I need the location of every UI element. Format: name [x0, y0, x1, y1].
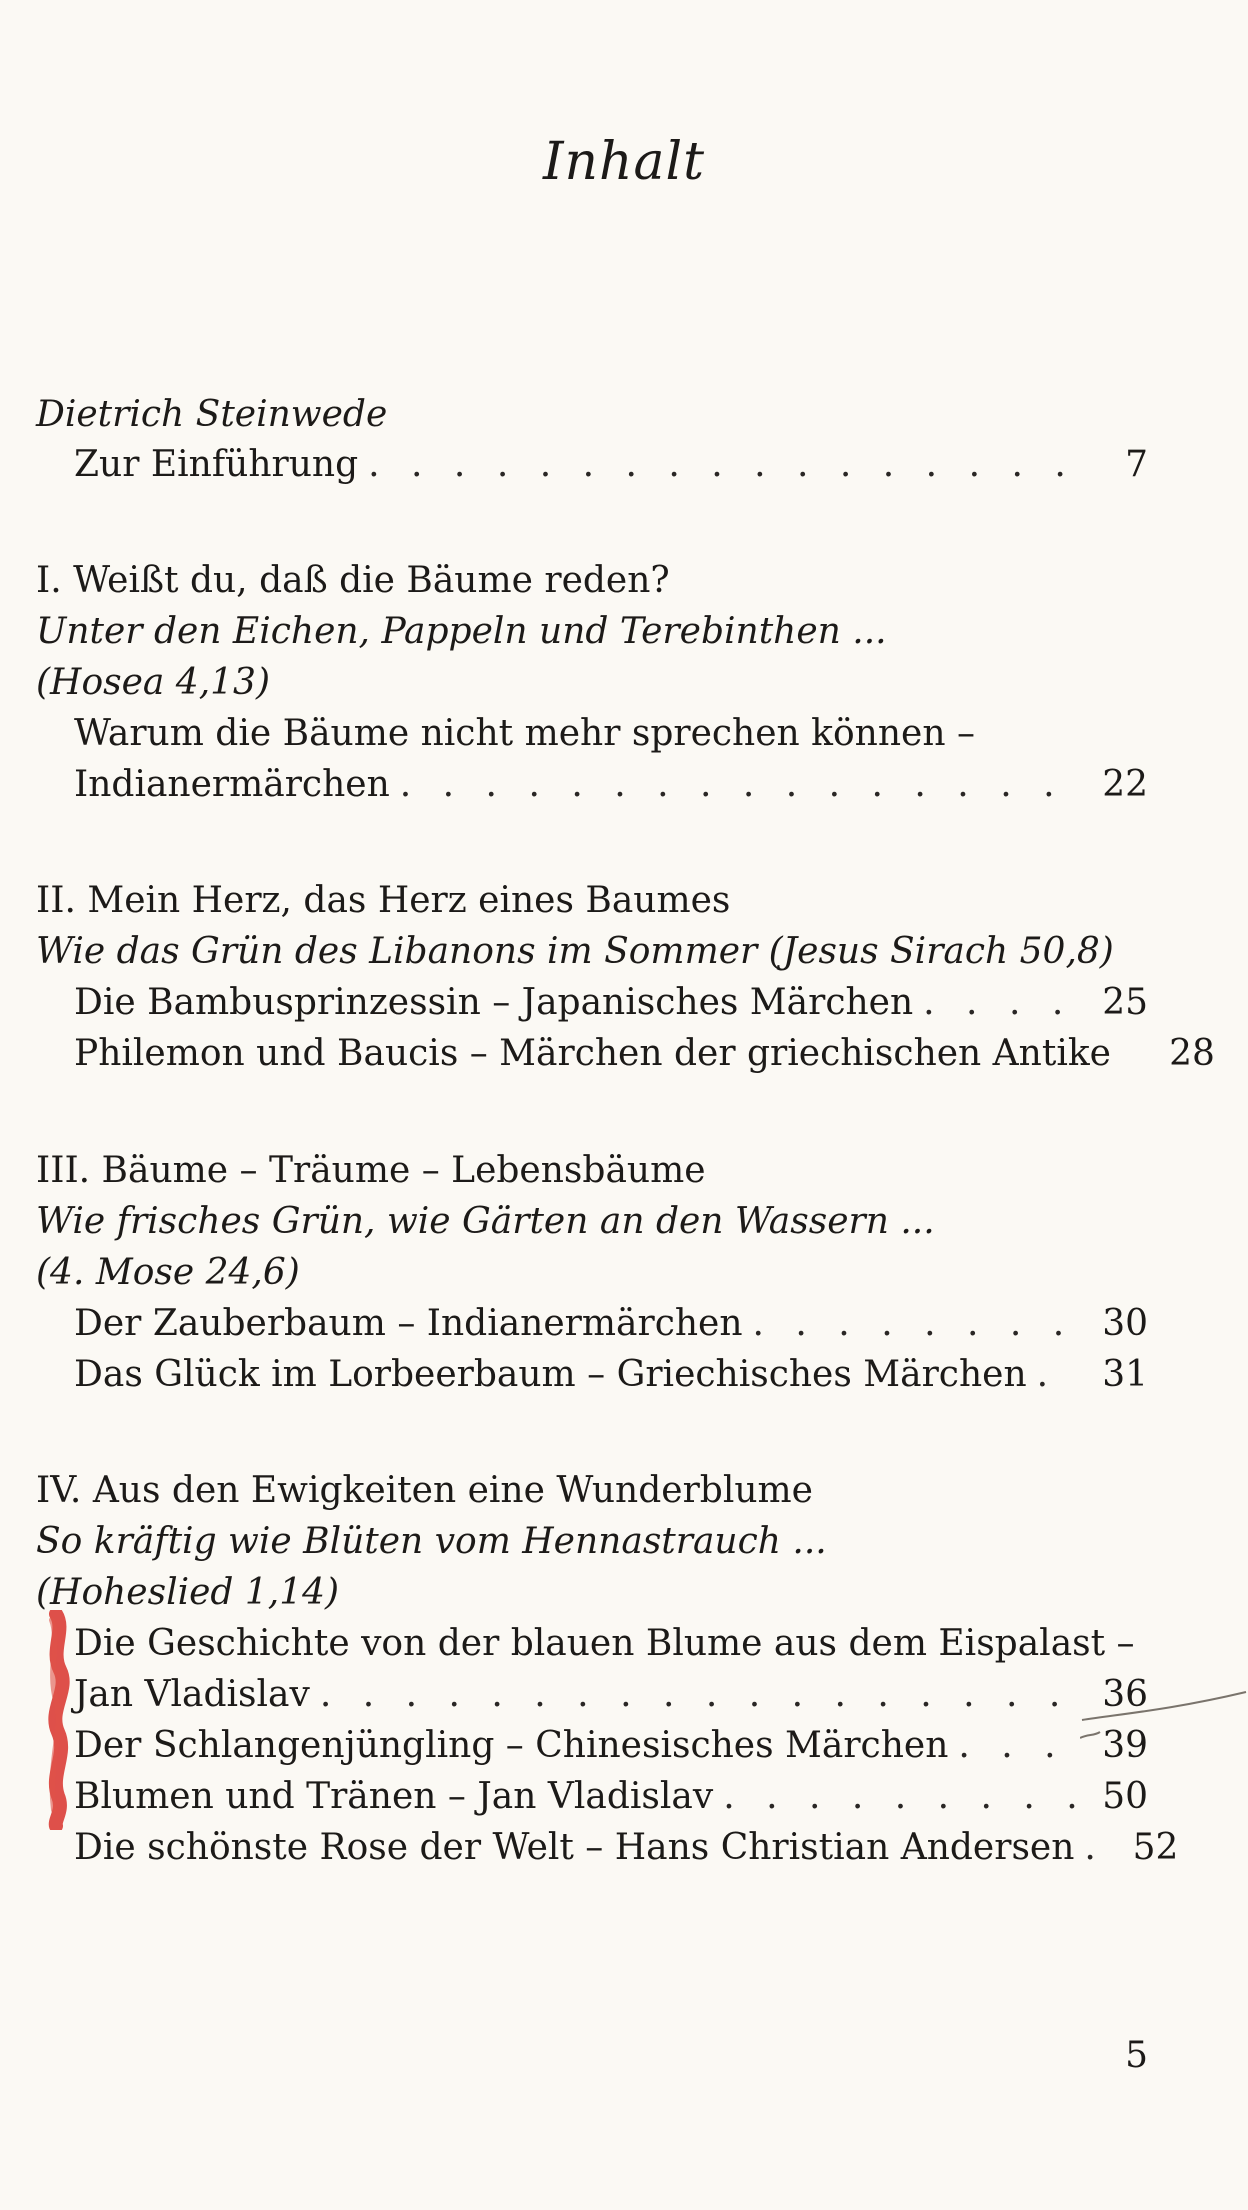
section-quote-ref: (4. Mose 24,6)	[36, 1252, 300, 1293]
dot-leader	[1037, 1350, 1078, 1400]
toc-entry[interactable]	[74, 1823, 1179, 1873]
toc-entry-page: 52	[1132, 1827, 1179, 1868]
toc-entry-page: 36	[1102, 1674, 1148, 1715]
section-heading: II. Mein Herz, das Herz eines Baumes	[36, 880, 731, 921]
toc-entry-title: Der Zauberbaum – Indianermärchen	[74, 1303, 743, 1344]
toc-entry[interactable]	[74, 1772, 1148, 1822]
pencil-scribble	[1080, 1680, 1248, 1760]
toc-entry-page: 39	[1102, 1725, 1148, 1766]
toc-entry-page: 25	[1102, 982, 1148, 1023]
toc-entry-title: Die Bambusprinzessin – Japanisches Märchen	[74, 982, 914, 1023]
toc-entry[interactable]	[74, 1350, 1148, 1400]
toc-entry-page: 50	[1102, 1776, 1148, 1817]
section-heading: III. Bäume – Träume – Lebensbäume	[36, 1150, 706, 1191]
section-quote: Wie frisches Grün, wie Gärten an den Wassern ...	[36, 1201, 935, 1242]
section-heading: IV. Aus den Ewigkeiten eine Wunderblume	[36, 1470, 813, 1511]
dot-leader	[923, 978, 1078, 1028]
toc-entry-page: 7	[1125, 444, 1148, 485]
toc-entry-title: Der Schlangenjüngling – Chinesisches Märchen	[74, 1725, 949, 1766]
toc-entry-title: Indianermärchen	[74, 764, 390, 805]
toc-entry-title: Jan Vladislav	[74, 1674, 310, 1715]
author-line: Dietrich Steinwede	[36, 394, 388, 435]
toc-entry-title: Die schönste Rose der Welt – Hans Christian Andersen	[74, 1827, 1075, 1868]
section-quote-ref: (Hosea 4,13)	[36, 662, 270, 703]
toc-entry-title: Blumen und Tränen – Jan Vladislav	[74, 1776, 714, 1817]
section-quote: Wie das Grün des Libanons im Sommer (Jesus Sirach 50,8)	[36, 931, 1114, 972]
toc-entry[interactable]	[74, 1670, 1148, 1720]
toc-entry[interactable]	[74, 1721, 1148, 1771]
toc-entry-title: Philemon und Baucis – Märchen der griechischen Antike	[74, 1033, 1111, 1074]
toc-entry-page: 31	[1102, 1354, 1148, 1395]
section-quote-ref: (Hoheslied 1,14)	[36, 1572, 340, 1613]
dot-leader	[958, 1721, 1078, 1771]
section-heading: I. Weißt du, daß die Bäume reden?	[36, 560, 670, 601]
section-quote: Unter den Eichen, Pappeln und Terebinthen ...	[36, 611, 887, 652]
toc-entry-title: Die Geschichte von der blauen Blume aus dem Eispalast –	[74, 1623, 1135, 1664]
toc-entry[interactable]	[74, 1299, 1148, 1349]
toc-entry-title: Warum die Bäume nicht mehr sprechen können –	[74, 713, 975, 754]
toc-entry-title: Zur Einführung	[74, 444, 359, 485]
toc-entry-page: 28	[1169, 1033, 1215, 1074]
toc-entry[interactable]	[74, 1029, 1215, 1079]
red-marker-stroke	[44, 1610, 74, 1830]
toc-entry-page: 22	[1102, 764, 1148, 805]
page-title: Inhalt	[542, 132, 706, 192]
toc-entry[interactable]	[74, 978, 1148, 1028]
dot-leader	[320, 1670, 1078, 1720]
toc-entry[interactable]	[74, 760, 1148, 810]
dot-leader	[723, 1772, 1078, 1822]
dot-leader	[400, 760, 1078, 810]
toc-entry[interactable]	[74, 440, 1148, 490]
dot-leader	[368, 440, 1078, 490]
toc-entry-page: 30	[1102, 1303, 1148, 1344]
page-number: 5	[1125, 2035, 1148, 2076]
dot-leader	[753, 1299, 1078, 1349]
section-quote: So kräftig wie Blüten vom Hennastrauch ...	[36, 1521, 827, 1562]
dot-leader	[1084, 1823, 1108, 1873]
toc-entry-title: Das Glück im Lorbeerbaum – Griechisches Märchen	[74, 1354, 1027, 1395]
